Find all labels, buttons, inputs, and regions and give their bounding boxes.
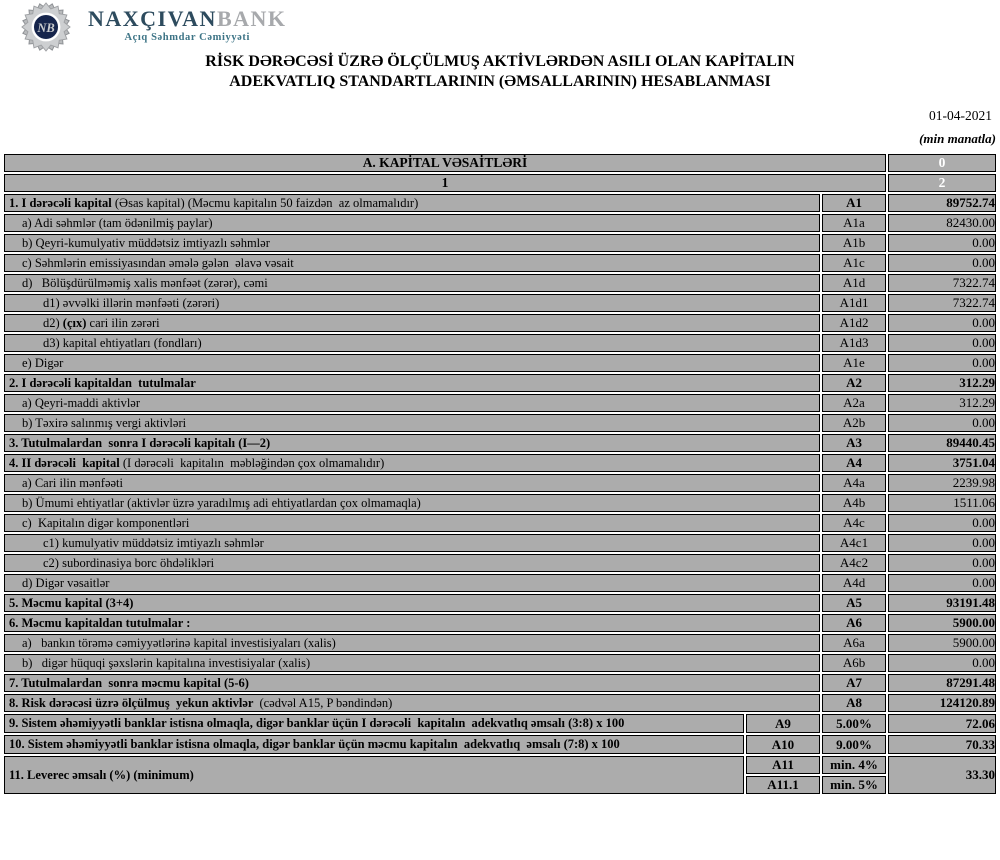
row-description-segment: cari ilin zərəri	[86, 315, 160, 330]
row-description-segment: c2) subordinasiya borc öhdəlikləri	[43, 555, 215, 570]
bank-name-primary: NAXÇIVAN	[88, 6, 217, 31]
table-row	[4, 334, 996, 352]
table-row	[4, 614, 996, 632]
row-value: 0.00	[888, 654, 996, 672]
table-row	[4, 674, 996, 692]
table-row	[4, 574, 996, 592]
row-value: 0.00	[888, 234, 996, 252]
row-percent: min. 4%	[822, 756, 886, 774]
row-value: 0.00	[888, 354, 996, 372]
row-description-segment: a) Cari ilin mənfəəti	[22, 475, 124, 490]
row-value: 312.29	[888, 374, 996, 392]
row-code: A11.1	[746, 776, 820, 794]
table-row	[4, 634, 996, 652]
row-value: 93191.48	[888, 594, 996, 612]
row-description-segment: a) bankın törəmə cəmiyyətlərinə kapital investisiyaları (xalis)	[22, 635, 336, 650]
row-value: 0.00	[888, 254, 996, 272]
row-value: 124120.89	[888, 694, 996, 712]
row-description	[4, 414, 820, 432]
unit-note: (min manatla)	[919, 131, 996, 146]
row-description-segment: b) Qeyri-kumulyativ müddətsiz imtiyazlı səhmlər	[22, 235, 270, 250]
row-code: A4d	[822, 574, 886, 592]
bank-seal-icon	[20, 2, 72, 52]
row-value: 87291.48	[888, 674, 996, 692]
row-description	[4, 714, 744, 733]
row-description	[4, 654, 820, 672]
row-code: A4b	[822, 494, 886, 512]
row-code: A6b	[822, 654, 886, 672]
row-value: 82430.00	[888, 214, 996, 232]
row-value: 312.29	[888, 394, 996, 412]
row-description-segment: (Əsas kapital) (Məcmu kapitalın 50 faizdən az olmamalıdır)	[114, 195, 419, 210]
row-value: 0.00	[888, 414, 996, 432]
row-value: 0.00	[888, 334, 996, 352]
row-description	[4, 735, 744, 754]
row-description	[4, 314, 820, 332]
row-code: A4c2	[822, 554, 886, 572]
capital-table-body	[4, 194, 996, 794]
table-row	[4, 354, 996, 372]
row-value: 0.00	[888, 514, 996, 532]
row-description-segment: c) Səhmlərin emissiyasından əmələ gələn əlavə vəsait	[22, 255, 294, 270]
value-col-number: 2	[888, 174, 996, 192]
row-description	[4, 214, 820, 232]
table-row	[4, 234, 996, 252]
row-description	[4, 694, 820, 712]
row-code: A1d2	[822, 314, 886, 332]
page-header	[0, 0, 1000, 152]
value-col-header-top: 0	[888, 154, 996, 172]
row-value: 89752.74	[888, 194, 996, 212]
row-description-segment: b) Ümumi ehtiyatlar (aktivlər üzrə yaradılmış adi ehtiyatlardan çox olmamaqla)	[22, 495, 421, 510]
row-description	[4, 614, 820, 632]
row-code: A1e	[822, 354, 886, 372]
report-title-line1: RİSK DƏRƏCƏSİ ÜZRƏ ÖLÇÜLMUŞ AKTİVLƏRDƏN ASILI OLAN KAPİTALIN	[205, 53, 795, 70]
table-row	[4, 314, 996, 332]
row-code: A1	[822, 194, 886, 212]
row-description	[4, 494, 820, 512]
section-title-cell: A. KAPİTAL VƏSAİTLƏRİ	[4, 154, 886, 172]
table-row	[4, 714, 996, 733]
table-row	[4, 194, 996, 212]
row-code: A7	[822, 674, 886, 692]
row-value: 33.30	[888, 756, 996, 794]
row-percent: 9.00%	[822, 735, 886, 754]
row-description-segment: d1) əvvəlki illərin mənfəəti (zərəri)	[43, 295, 220, 310]
row-code: A1d	[822, 274, 886, 292]
bank-name-secondary: BANK	[216, 6, 287, 31]
table-header-row-1	[4, 154, 996, 172]
row-code: A8	[822, 694, 886, 712]
row-description	[4, 334, 820, 352]
table-row	[4, 294, 996, 312]
row-value: 0.00	[888, 574, 996, 592]
row-description-segment: d) Digər vəsaitlər	[22, 575, 110, 590]
row-code: A2a	[822, 394, 886, 412]
bank-name-block	[88, 8, 287, 43]
row-description-segment: b) Təxirə salınmış vergi aktivləri	[22, 415, 187, 430]
row-value: 5900.00	[888, 614, 996, 632]
row-percent: min. 5%	[822, 776, 886, 794]
row-description-segment: 11. Leverec əmsalı (%) (minimum)	[9, 767, 194, 782]
table-row	[4, 534, 996, 552]
row-description-segment: 4. II dərəcəli kapital	[9, 455, 123, 470]
report-date: 01-04-2021	[929, 108, 992, 123]
row-description-segment: c1) kumulyativ müddətsiz imtiyazlı səhmlər	[43, 535, 264, 550]
row-code: A5	[822, 594, 886, 612]
row-description	[4, 274, 820, 292]
row-code: A4a	[822, 474, 886, 492]
row-code: A1d3	[822, 334, 886, 352]
row-description	[4, 554, 820, 572]
row-value: 0.00	[888, 554, 996, 572]
row-value: 2239.98	[888, 474, 996, 492]
row-description-segment: c) Kapitalın digər komponentləri	[22, 515, 190, 530]
row-code: A10	[746, 735, 820, 754]
row-description-segment: 8. Risk dərəcəsi üzrə ölçülmuş yekun aktivlər	[9, 695, 260, 710]
table-row	[4, 374, 996, 392]
row-description-segment: 10. Sistem əhəmiyyətli banklar istisna olmaqla, digər banklar üçün məcmu kapitalın adekvatlıq əmsalı (7:8) x 100	[9, 737, 620, 751]
row-code: A9	[746, 714, 820, 733]
row-description	[4, 294, 820, 312]
table-row	[4, 414, 996, 432]
row-code: A3	[822, 434, 886, 452]
row-value: 3751.04	[888, 454, 996, 472]
row-code: A2	[822, 374, 886, 392]
row-description-segment: 6. Məcmu kapitaldan tutulmalar :	[9, 615, 191, 630]
bank-name	[88, 8, 287, 30]
row-description	[4, 234, 820, 252]
row-description-segment: (cədvəl A15, P bəndindən)	[259, 695, 393, 710]
row-description	[4, 756, 744, 794]
row-description	[4, 574, 820, 592]
row-description	[4, 394, 820, 412]
row-description	[4, 454, 820, 472]
table-row	[4, 214, 996, 232]
row-description-segment: d3) kapital ehtiyatları (fondları)	[43, 335, 202, 350]
row-value: 5900.00	[888, 634, 996, 652]
row-description-segment: d) Bölüşdürülməmiş xalis mənfəət (zərər), cəmi	[22, 275, 268, 290]
table-row	[4, 594, 996, 612]
table-row	[4, 554, 996, 572]
report-title-line2: ADEKVATLIQ STANDARTLARININ (ƏMSALLARININ) HESABLANMASI	[229, 72, 771, 90]
row-description-segment: (I dərəcəli kapitalın məbləğindən çox olmamalıdır)	[122, 455, 385, 470]
bank-logo	[20, 2, 287, 52]
row-value: 72.06	[888, 714, 996, 733]
row-description	[4, 354, 820, 372]
row-description-segment: 3. Tutulmalardan sonra I dərəcəli kapitalı (I—2)	[9, 435, 271, 450]
report-title	[0, 52, 1000, 91]
row-description	[4, 634, 820, 652]
row-code: A11	[746, 756, 820, 774]
row-value: 70.33	[888, 735, 996, 754]
row-description-segment: e) Digər	[22, 355, 64, 370]
row-description-segment: a) Qeyri-maddi aktivlər	[22, 395, 141, 410]
row-value: 7322.74	[888, 274, 996, 292]
table-row	[4, 735, 996, 754]
desc-col-number: 1	[4, 174, 886, 192]
seal-initials: NB	[37, 20, 55, 35]
row-code: A4	[822, 454, 886, 472]
row-code: A1d1	[822, 294, 886, 312]
row-code: A4c	[822, 514, 886, 532]
row-description-segment: 9. Sistem əhəmiyyətli banklar istisna olmaqla, digər banklar üçün I dərəcəli kapitalın adekvatlıq əmsalı (3:8) x 100	[9, 716, 625, 730]
row-code: A6a	[822, 634, 886, 652]
row-code: A6	[822, 614, 886, 632]
row-description	[4, 374, 820, 392]
capital-table	[2, 152, 998, 796]
table-row	[4, 254, 996, 272]
row-description-segment: d2)	[43, 315, 63, 330]
row-value: 89440.45	[888, 434, 996, 452]
table-row	[4, 474, 996, 492]
row-code: A4c1	[822, 534, 886, 552]
row-value: 7322.74	[888, 294, 996, 312]
row-description	[4, 434, 820, 452]
table-row	[4, 394, 996, 412]
row-code: A1b	[822, 234, 886, 252]
row-value: 1511.06	[888, 494, 996, 512]
table-row	[4, 514, 996, 532]
table-row	[4, 274, 996, 292]
row-code: A1c	[822, 254, 886, 272]
row-description-segment: 2. I dərəcəli kapitaldan tutulmalar	[9, 375, 196, 390]
row-description-segment: 1. I dərəcəli kapital	[9, 195, 115, 210]
row-description-segment: a) Adi səhmlər (tam ödənilmiş paylar)	[22, 215, 213, 230]
row-description	[4, 514, 820, 532]
row-value: 0.00	[888, 534, 996, 552]
row-description	[4, 254, 820, 272]
row-description	[4, 674, 820, 692]
table-row	[4, 654, 996, 672]
row-description	[4, 594, 820, 612]
row-description-segment: b) digər hüquqi şəxslərin kapitalına investisiyalar (xalis)	[22, 655, 311, 670]
row-description-segment: 7. Tutulmalardan sonra məcmu kapital (5-6)	[9, 675, 249, 690]
row-description	[4, 194, 820, 212]
row-code: A2b	[822, 414, 886, 432]
table-row	[4, 694, 996, 712]
row-description-segment: (çıx)	[62, 315, 87, 330]
table-row	[4, 454, 996, 472]
row-description	[4, 474, 820, 492]
row-description	[4, 534, 820, 552]
row-value: 0.00	[888, 314, 996, 332]
table-row	[4, 756, 996, 774]
row-description-segment: 5. Məcmu kapital (3+4)	[9, 595, 134, 610]
row-code: A1a	[822, 214, 886, 232]
row-percent: 5.00%	[822, 714, 886, 733]
bank-subtitle: Açıq Səhmdar Cəmiyyəti	[124, 32, 251, 43]
table-header-row-2	[4, 174, 996, 192]
table-row	[4, 494, 996, 512]
table-row	[4, 434, 996, 452]
